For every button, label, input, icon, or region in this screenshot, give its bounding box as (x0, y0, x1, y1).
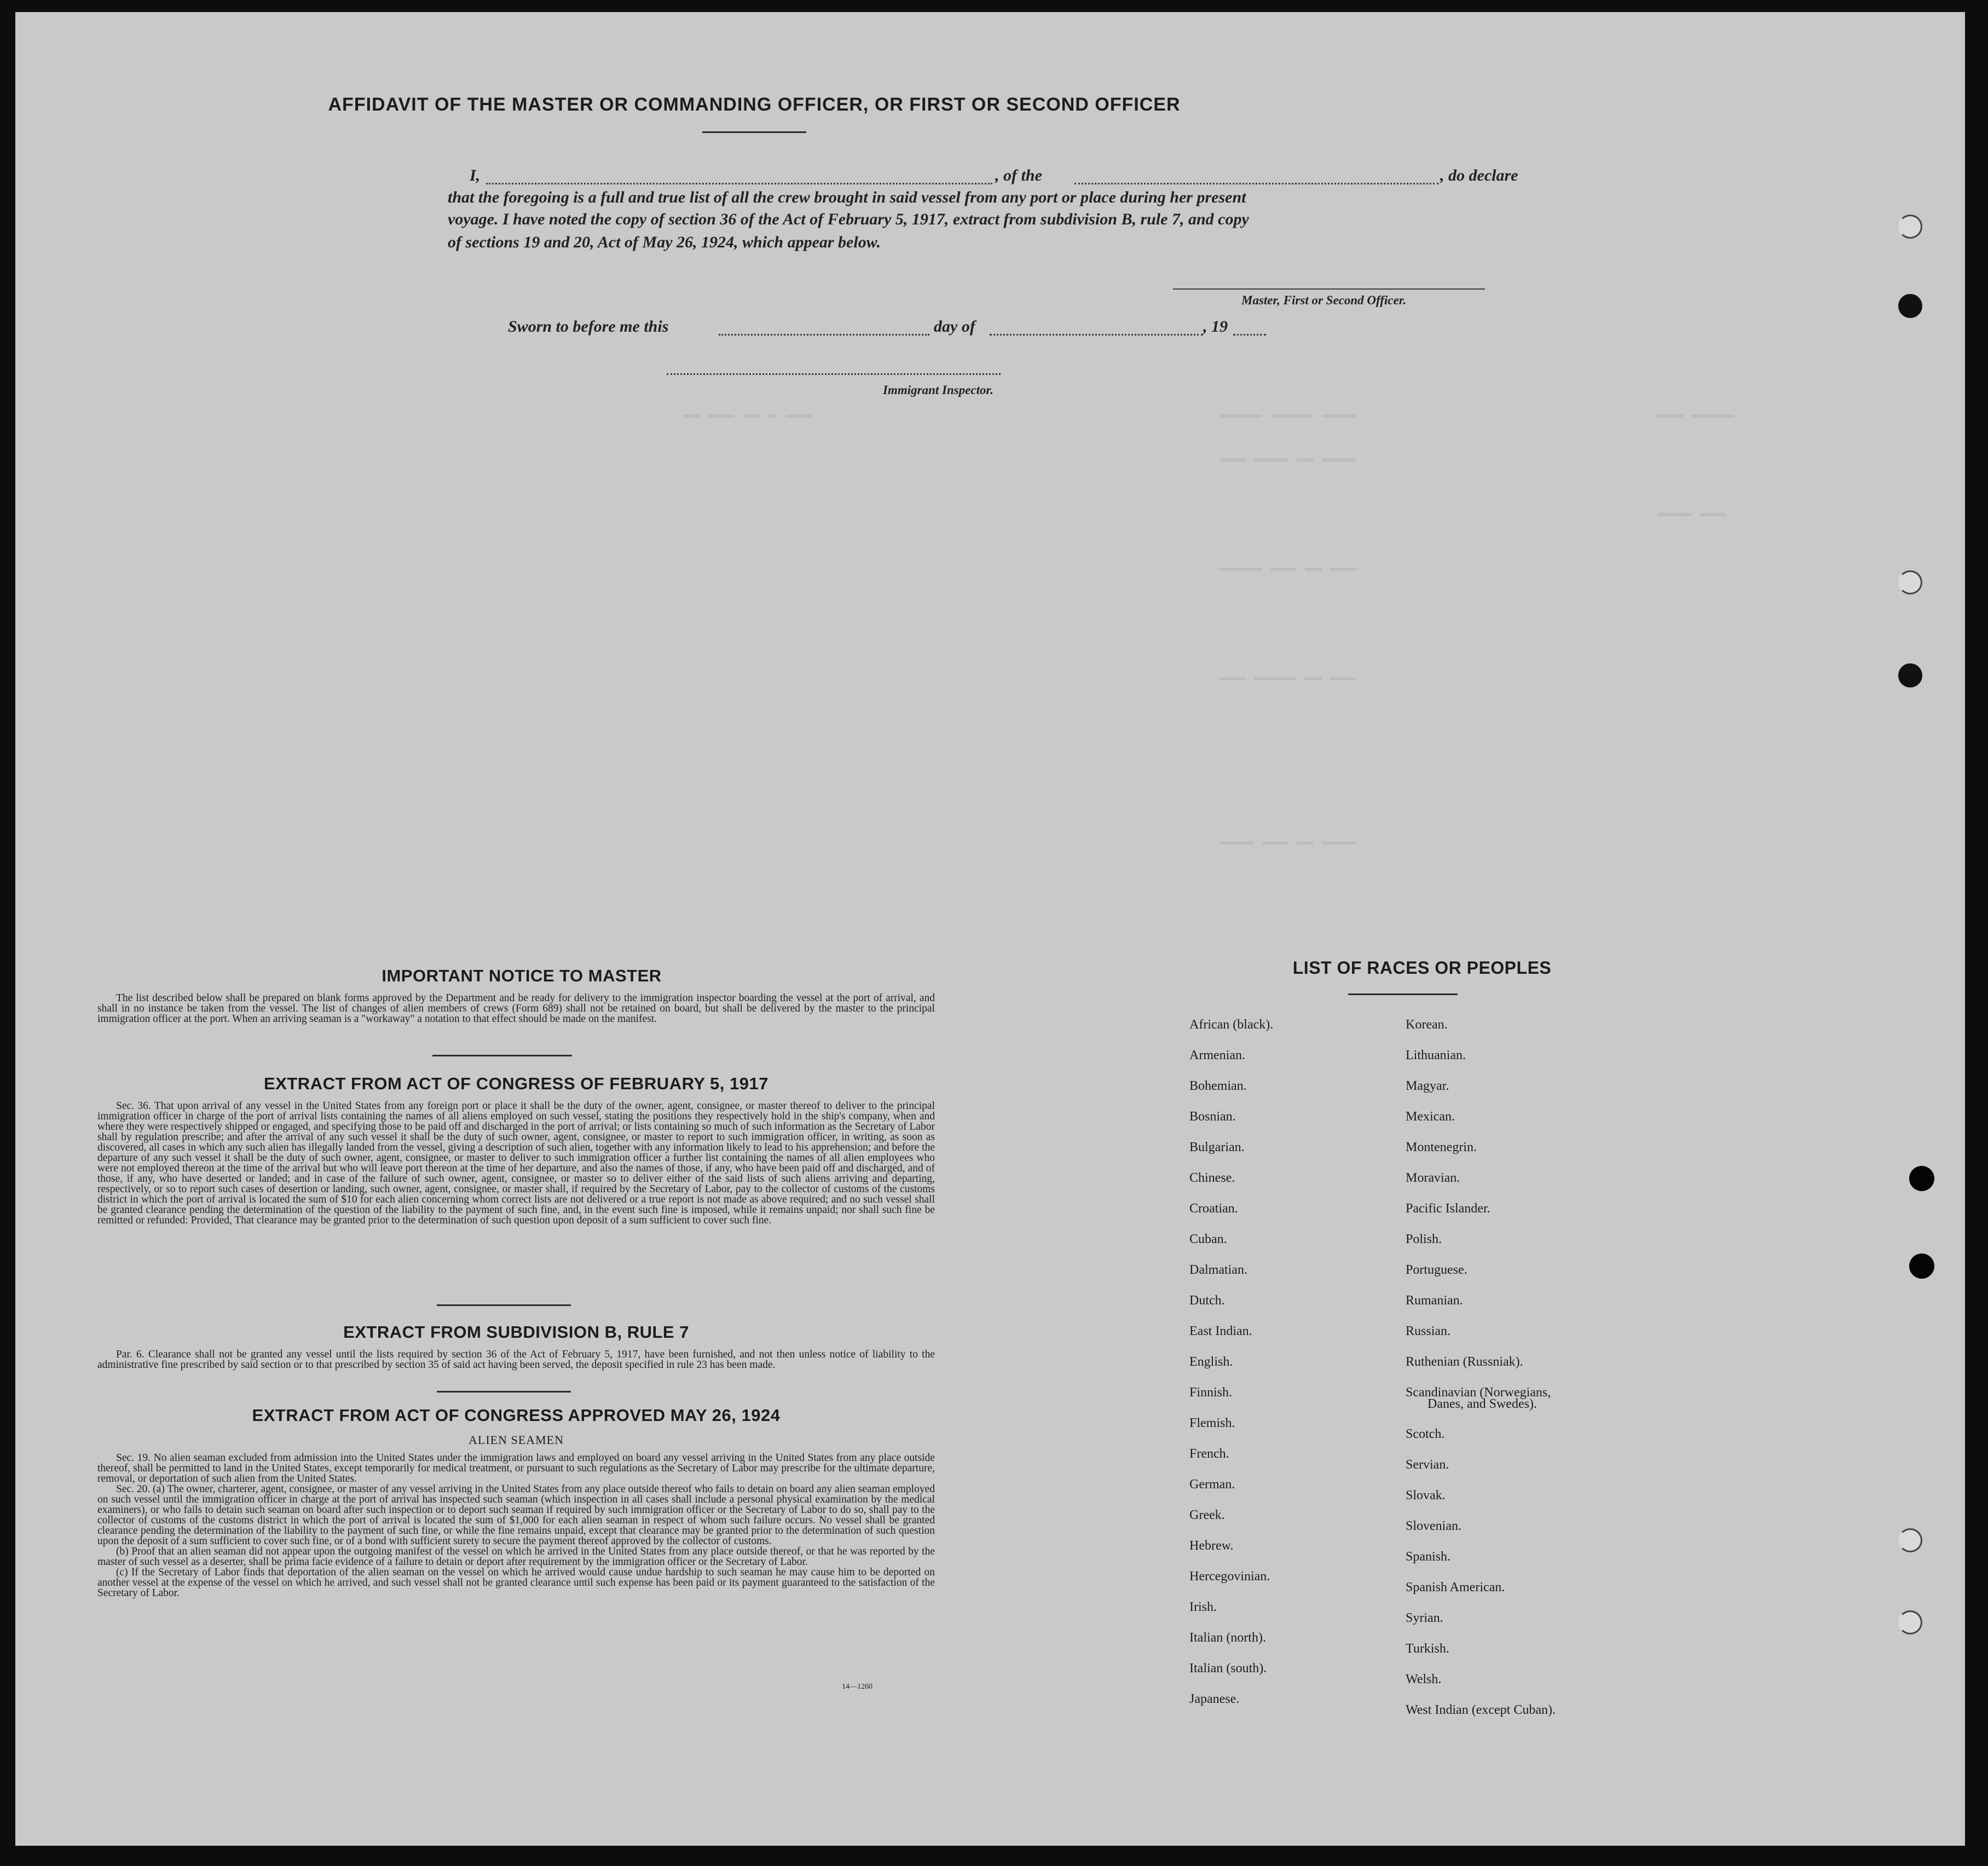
affidavit-line-2: that the foregoing is a full and true list of all the crew brought in said vessel from any port or place during her present (448, 188, 1246, 206)
race-item: Lithuanian. (1406, 1048, 1466, 1062)
race-item: Croatian. (1189, 1201, 1238, 1216)
race-item: Rumanian. (1406, 1293, 1463, 1308)
affidavit-of-the-label: , of the (995, 166, 1042, 184)
section-divider (437, 1304, 571, 1306)
races-column-right (1406, 1009, 1556, 1725)
race-item: Flemish. (1189, 1416, 1235, 1430)
race-item: Greek. (1189, 1508, 1225, 1522)
notice-title: IMPORTANT NOTICE TO MASTER (382, 966, 662, 985)
extract-1924-text (97, 1453, 935, 1598)
race-item: Welsh. (1406, 1672, 1442, 1686)
race-item: Hercegovinian. (1189, 1569, 1270, 1584)
binder-hole-icon (1898, 1610, 1922, 1634)
affidavit-declare-label: , do declare (1440, 166, 1518, 184)
race-item: Moravian. (1406, 1171, 1460, 1185)
binder-hole-icon (1898, 1528, 1922, 1552)
notice-text (97, 993, 935, 1024)
race-item: West Indian (except Cuban). (1406, 1703, 1556, 1717)
races-column-left (1189, 1009, 1273, 1714)
race-item: French. (1189, 1447, 1229, 1461)
sworn-label: Sworn to before me this (508, 317, 669, 336)
race-item: Dalmatian. (1189, 1263, 1247, 1277)
section-20a-paragraph: Sec. 20. (a) The owner, charterer, agent, consignee, or master of any vessel arriving in the United States from any place outside thereof who fails to detain on board any alien seaman employed on such vessel until the immigration officer in charge at the port of arrival has inspected such seaman (which inspection in all cases shall include a personal physical examination by the medical examiners), or who fails to detain such seaman on board after such inspection or to deport such seaman if required by such immigration officer or the Secretary of Labor to do so, shall pay to the collector of customs of the customs district in which the port of arrival is located the sum of $1,000 for each alien seaman in respect of whom such failure occurs. No vessel shall be granted clearance pending the determination of the liability to the payment of such fine, or while the fine remains unpaid, except that clearance may be granted prior to the determination of such question upon the deposit of a sum sufficient to cover such fine, or of a bond with sufficient surety to secure the payment thereof approved by the collector of customs. (97, 1483, 935, 1547)
extract-1917-title: EXTRACT FROM ACT OF CONGRESS OF FEBRUARY 5, 1917 (264, 1074, 768, 1093)
affidavit-title: AFFIDAVIT OF THE MASTER OR COMMANDING OFFICER, OR FIRST OR SECOND OFFICER (328, 94, 1181, 115)
race-item: Irish. (1189, 1600, 1217, 1614)
bleed-through-text: ▬▬▬ ▬▬▬▬▬ (1657, 406, 1735, 423)
section-36-paragraph: Sec. 36. That upon arrival of any vessel in the United States from any foreign port or place it shall be the duty of the owner, agent, consignee, or master thereof to deliver to the principal immigration officer in charge of the port of arrival lists containing the names of all aliens employed on such vessel, stating the positions they respectively hold in the ship's company, when and where they were respectively shipped or engaged, and specifying those to be paid off and discharged in the port of arrival; or lists containing so much of such information as the Secretary of Labor shall by regulation prescribe; and after the arrival of any such vessel it shall be the duty of such owner, agent, consignee, or master to report to such immigration officer, in writing, as soon as discovered, all cases in which any such alien has illegally landed from the vessel, giving a description of such alien, together with any information likely to lead to his apprehension; and before the departure of any such vessel it shall be the duty of such owner, agent, consignee, or master to deliver to such immigration officer a further list containing the names of all alien employees who were not employed thereon at the time of the arrival but who will leave port thereon at the time of her departure, and also the names of those, if any, who have been paid off and discharged, and of those, if any, who have deserted or landed; and in case of the failure of such owner, agent, consignee, or master so to deliver either of the said lists of such aliens arriving and departing, respectively, or so to report such cases of desertion or landing, such owner, agent, consignee, or master shall, if required by the Secretary of Labor, pay to the collector of customs of the customs district in which the port of arrival is located the sum of $10 for each alien concerning whom correct lists are not delivered or a true report is not made as above required; and no such vessel shall be granted clearance pending the determination of the question of the liability to the payment of such fine, and, in the event such fine is imposed, while it remains unpaid; nor shall such fine be remitted or refunded: Provided, That clearance may be granted prior to the determination of such question upon deposit of a sum sufficient to cover such fine. (97, 1100, 935, 1226)
race-item: African (black). (1189, 1018, 1274, 1032)
section-20b-paragraph: (b) Proof that an alien seaman did not appear upon the outgoing manifest of the vessel on which he arrived in the United States from any place outside thereof, or that he was reported by the master of such vessel as a deserter, shall be prima facie evidence of a failure to detain or deport after requirement by the immigration officer or the Secretary of Labor. (97, 1546, 935, 1568)
binder-hole-icon (1909, 1166, 1934, 1191)
section-19-paragraph: Sec. 19. No alien seaman excluded from admission into the United States under the immigration laws and employed on board any vessel arriving in the United States from any place outside thereof, shall be permitted to land in the United States, except temporarily for medical treatment, or pursuant to such regulations as the Secretary of Labor may prescribe for the ultimate departure, removal, or deportation of such alien from the United States. (97, 1452, 935, 1484)
races-title: LIST OF RACES OR PEOPLES (1292, 958, 1552, 978)
document-page (15, 12, 1965, 1846)
sworn-day-of-label: day of (934, 317, 975, 336)
race-item: English. (1189, 1355, 1233, 1369)
bleed-through-text: ▬▬▬ ▬▬▬▬ ▬▬ ▬▬▬▬ (1220, 450, 1356, 466)
race-item: Italian (south). (1189, 1661, 1267, 1676)
race-item: Mexican. (1406, 1110, 1455, 1124)
bleed-through-text: ▬▬▬▬ ▬▬▬ ▬▬ ▬▬▬▬ (1220, 833, 1356, 850)
race-item: Hebrew. (1189, 1539, 1234, 1553)
race-item: Danes, and Swedes). (1428, 1397, 1537, 1411)
section-divider (432, 1055, 572, 1056)
race-item: Bohemian. (1189, 1079, 1247, 1093)
race-item: Finnish. (1189, 1385, 1233, 1400)
affidavit-line-4: of sections 19 and 20, Act of May 26, 1924, which appear below. (448, 233, 881, 251)
name-blank (486, 183, 992, 184)
race-item: Bosnian. (1189, 1110, 1236, 1124)
race-item: Bulgarian. (1189, 1140, 1245, 1154)
race-item: Slovak. (1406, 1488, 1446, 1503)
binder-hole-icon (1898, 570, 1922, 594)
race-item: Portuguese. (1406, 1263, 1467, 1277)
title-divider (702, 131, 806, 133)
race-item: Armenian. (1189, 1048, 1245, 1062)
race-item: Korean. (1406, 1018, 1448, 1032)
race-item: Montenegrin. (1406, 1140, 1477, 1154)
notice-paragraph: The list described below shall be prepared on blank forms approved by the Department and be ready for delivery to the immigration inspector boarding the vessel at the port of arrival, and shall in no instance be taken from the vessel. The list of changes of alien members of crews (Form 689) shall not be retained on board, but shall be delivered by the master to the principal immigration officer at the port. When an arriving seaman is a "workaway" a notation to that effect should be made on the manifest. (97, 992, 935, 1025)
binder-hole-icon (1909, 1253, 1934, 1279)
extract-rule7-title: EXTRACT FROM SUBDIVISION B, RULE 7 (343, 1322, 689, 1342)
binder-hole-icon (1898, 215, 1922, 239)
race-item: Spanish American. (1406, 1580, 1505, 1595)
sworn-year-label: , 19 (1203, 317, 1228, 336)
race-item: East Indian. (1189, 1324, 1252, 1338)
bleed-through-text: ▬▬ ▬▬▬ ▬▬ ▬ ▬▬▬ (683, 406, 812, 423)
section-divider (437, 1391, 571, 1393)
extract-1924-title: EXTRACT FROM ACT OF CONGRESS APPROVED MAY 26, 1924 (252, 1406, 781, 1425)
race-item: Pacific Islander. (1406, 1201, 1490, 1216)
race-item: Italian (north). (1189, 1631, 1266, 1645)
race-item: Japanese. (1189, 1692, 1240, 1706)
race-item: Magyar. (1406, 1079, 1449, 1093)
sworn-month-blank (990, 334, 1203, 336)
race-item: Chinese. (1189, 1171, 1235, 1185)
inspector-label: Immigrant Inspector. (883, 383, 993, 397)
sworn-day-blank (719, 334, 929, 336)
bleed-through-text: ▬▬▬▬▬ ▬▬▬▬▬ ▬▬▬▬ (1220, 406, 1356, 423)
par-6-paragraph: Par. 6. Clearance shall not be granted any vessel until the lists required by section 36 of the Act of February 5, 1917, have been furnished, and not then unless notice of liability to the administrative fine prescribed by said section or to that prescribed by section 35 of said act having been served, the deposit specified in rule 23 has been made. (97, 1349, 935, 1371)
sworn-year-blank (1233, 334, 1266, 336)
race-item: Servian. (1406, 1458, 1449, 1472)
inspector-signature-line (667, 373, 1001, 375)
race-item: German. (1189, 1477, 1235, 1492)
binder-hole-icon (1898, 663, 1922, 688)
race-item: Scandinavian (Norwegians, (1406, 1385, 1551, 1400)
race-item: Scotch. (1406, 1427, 1445, 1441)
bleed-through-text: ▬▬▬▬ ▬▬▬ (1657, 505, 1726, 521)
race-item: Cuban. (1189, 1232, 1227, 1246)
bleed-through-text: ▬▬▬ ▬▬▬▬▬ ▬▬ ▬▬▬ (1220, 669, 1356, 685)
race-item: Syrian. (1406, 1611, 1443, 1625)
master-signature-label: Master, First or Second Officer. (1241, 293, 1407, 307)
race-item: Dutch. (1189, 1293, 1225, 1308)
race-item: Ruthenian (Russniak). (1406, 1355, 1523, 1369)
form-number: 14—1260 (842, 1683, 872, 1691)
race-item: Turkish. (1406, 1642, 1449, 1656)
race-item: Polish. (1406, 1232, 1442, 1246)
binder-hole-icon (1898, 294, 1922, 318)
master-signature-line (1173, 288, 1485, 290)
extract-rule7-text (97, 1349, 935, 1370)
race-item: Russian. (1406, 1324, 1451, 1338)
affidavit-line-3: voyage. I have noted the copy of section 36 of the Act of February 5, 1917, extract from subdivision B, rule 7, and copy (448, 210, 1249, 228)
bleed-through-text: ▬▬▬▬▬ ▬▬▬ ▬▬ ▬▬▬ (1220, 559, 1356, 576)
races-title-divider (1348, 993, 1458, 995)
race-item: Slovenian. (1406, 1519, 1461, 1533)
alien-seamen-subtitle: ALIEN SEAMEN (469, 1433, 564, 1447)
race-item: Spanish. (1406, 1550, 1451, 1564)
extract-1917-text (97, 1101, 935, 1226)
section-20c-paragraph: (c) If the Secretary of Labor finds that deportation of the alien seaman on the vessel on which he arrived would cause undue hardship to such seaman he may cause him to be deported on another vessel at the expense of the vessel on which he arrived, and such vessel shall not be granted clearance until such expense has been paid or its payment guaranteed to the satisfaction of the Secretary of Labor. (97, 1567, 935, 1599)
vessel-blank (1074, 183, 1438, 184)
affidavit-i-label: I, (470, 166, 481, 184)
